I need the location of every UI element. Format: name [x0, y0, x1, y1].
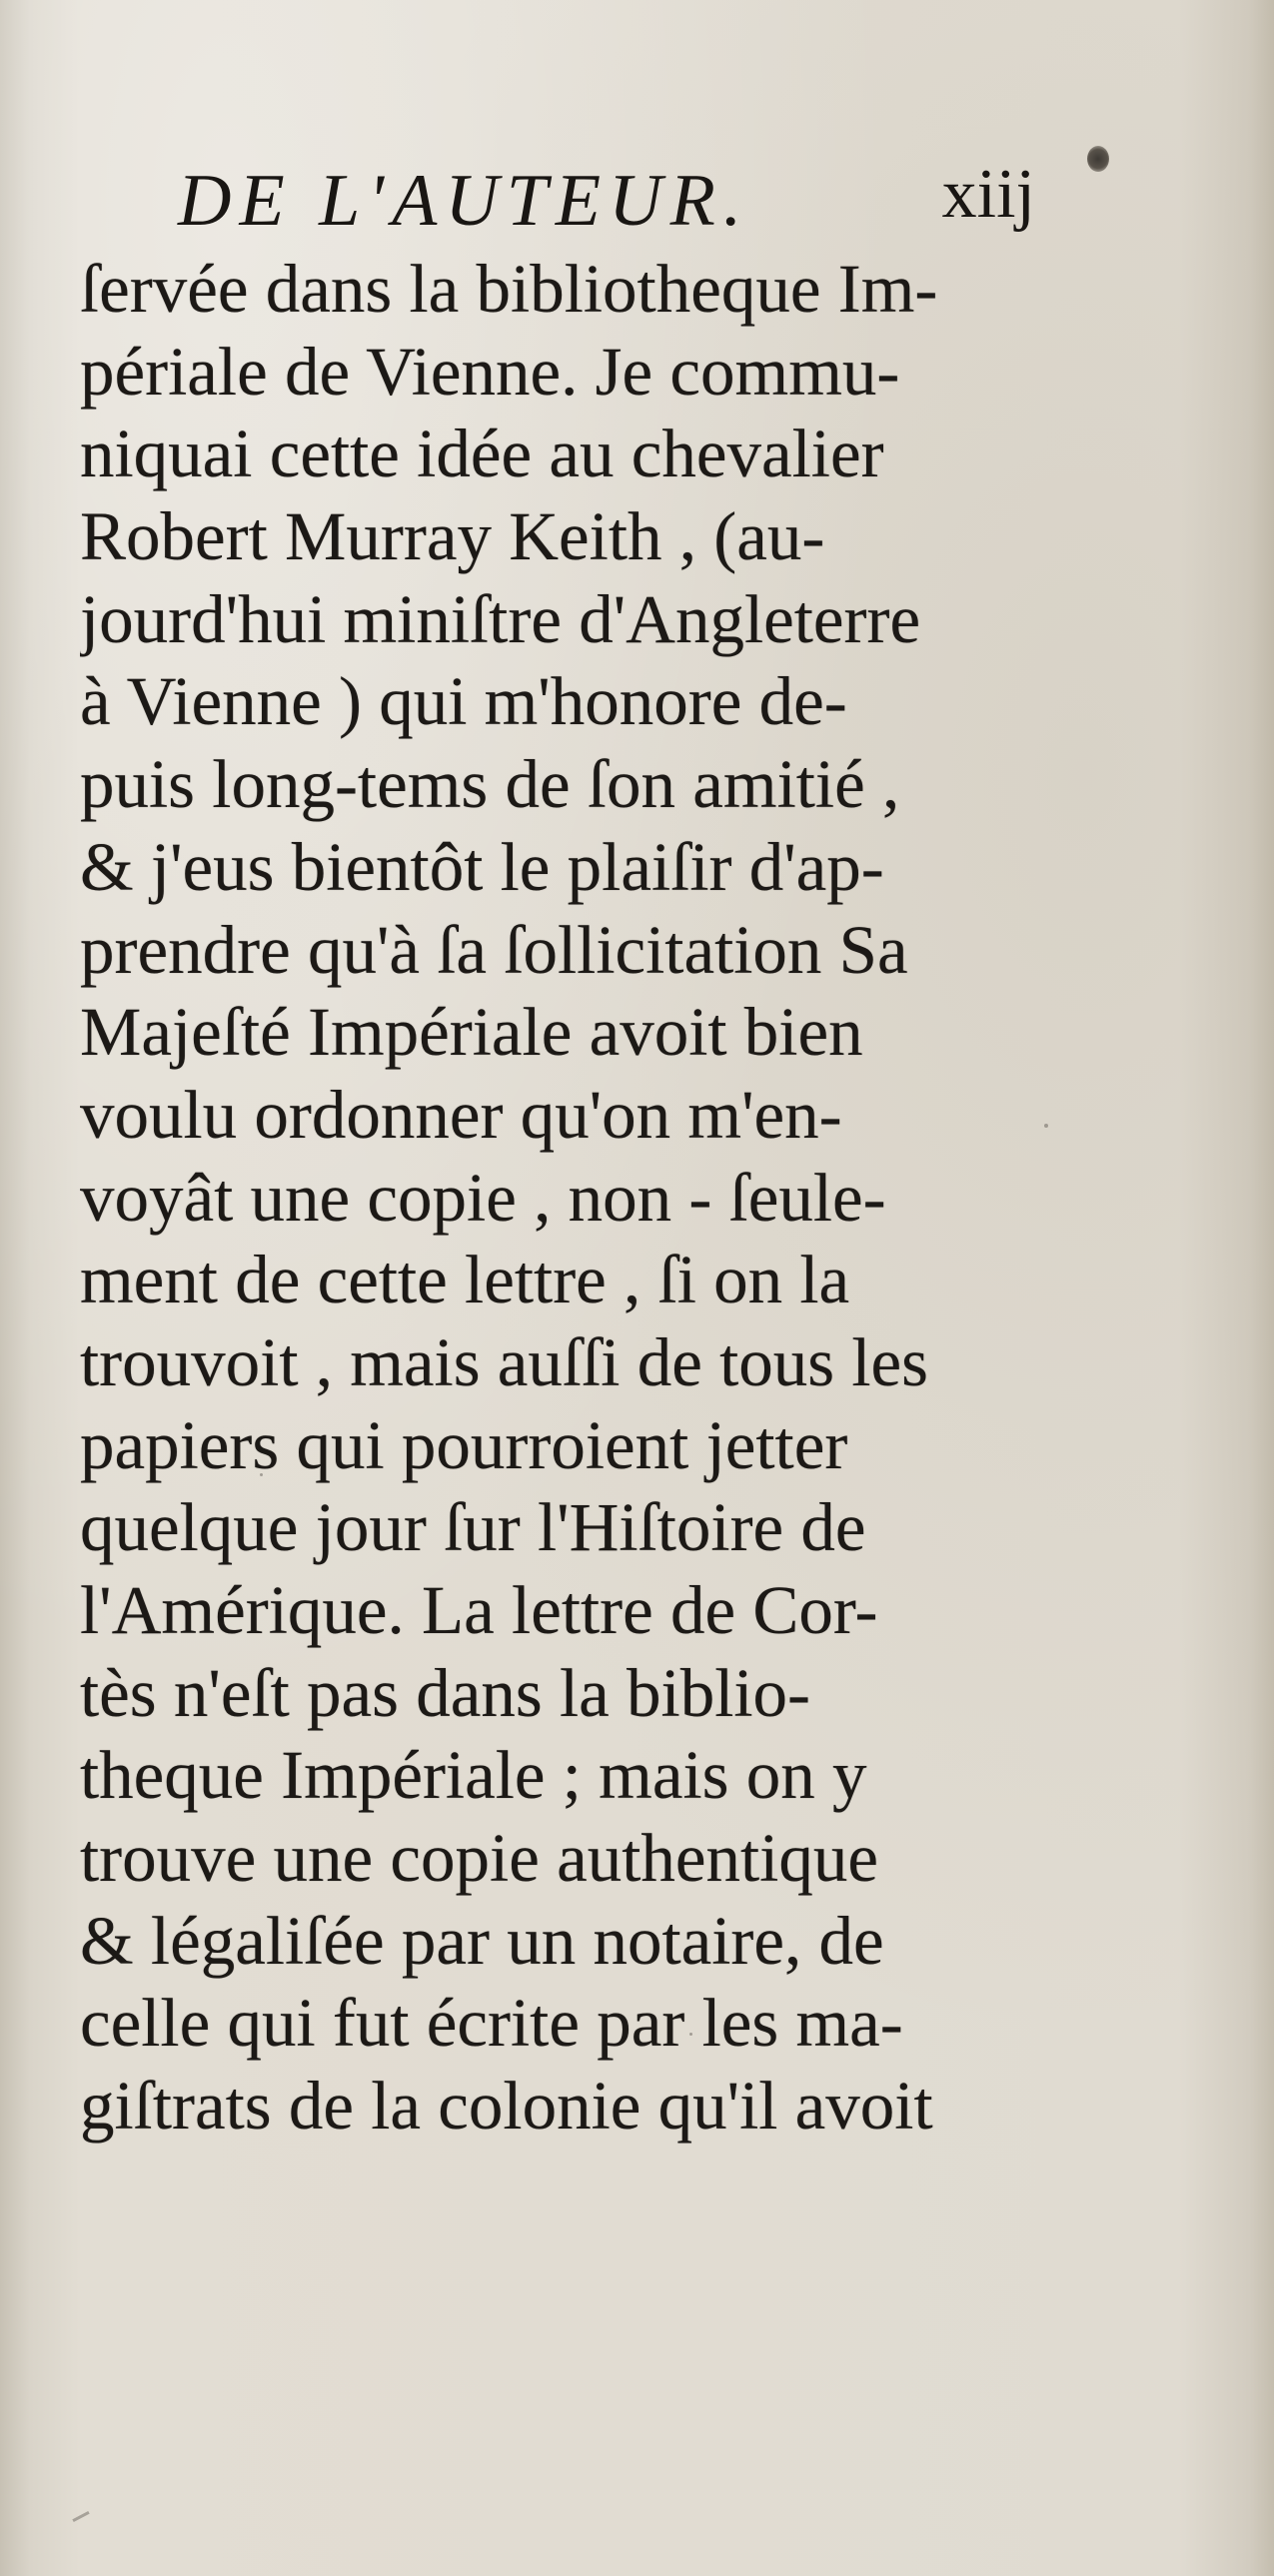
- text-line: voulu ordonner qu'on m'en-: [80, 1076, 842, 1153]
- paper-speck: [1044, 1124, 1048, 1128]
- text-line: ſervée dans la bibliotheque Im-: [80, 251, 938, 327]
- text-line: jourd'hui miniſtre d'Angleterre: [80, 580, 921, 657]
- text-line: theque Impériale ; mais on y: [80, 1737, 867, 1814]
- page-number: xiij: [941, 156, 1035, 233]
- text-line: tès n'eſt pas dans la biblio-: [80, 1654, 811, 1731]
- text-line: ment de cette lettre , ſi on la: [80, 1242, 850, 1318]
- text-line: puis long-tems de ſon amitié ,: [80, 746, 900, 823]
- text-line: & légaliſée par un notaire, de: [80, 1902, 884, 1979]
- text-line: giſtrats de la colonie qu'il avoit: [80, 2068, 933, 2145]
- paper-scratch: [72, 2511, 89, 2522]
- running-head-title: DE L'AUTEUR.: [178, 160, 750, 242]
- text-line: celle qui fut écrite par les ma-: [80, 1985, 903, 2062]
- ink-spot: [1087, 146, 1109, 172]
- text-line: Majeſté Impériale avoit bien: [80, 994, 863, 1071]
- text-line: Robert Murray Keith , (au-: [80, 498, 825, 575]
- text-line: prendre qu'à ſa ſollicitation Sa: [80, 911, 908, 988]
- text-line: trouve une copie authentique: [80, 1820, 878, 1897]
- body-text: [80, 248, 1034, 2147]
- text-line: périale de Vienne. Je commu-: [80, 333, 900, 410]
- text-line: à Vienne ) qui m'honore de-: [80, 663, 847, 740]
- text-line: trouvoit , mais auſſi de tous les: [80, 1323, 928, 1400]
- text-line: quelque jour ſur l'Hiſtoire de: [80, 1489, 866, 1566]
- text-line: papiers qui pourroient jetter: [80, 1406, 848, 1483]
- text-line: l'Amérique. La lettre de Cor-: [80, 1572, 878, 1648]
- text-line: & j'eus bientôt le plaiſir d'ap-: [80, 828, 884, 905]
- running-head: [178, 155, 1035, 243]
- text-line: niquai cette idée au chevalier: [80, 416, 884, 492]
- text-line: voyât une copie , non - ſeule-: [80, 1159, 886, 1236]
